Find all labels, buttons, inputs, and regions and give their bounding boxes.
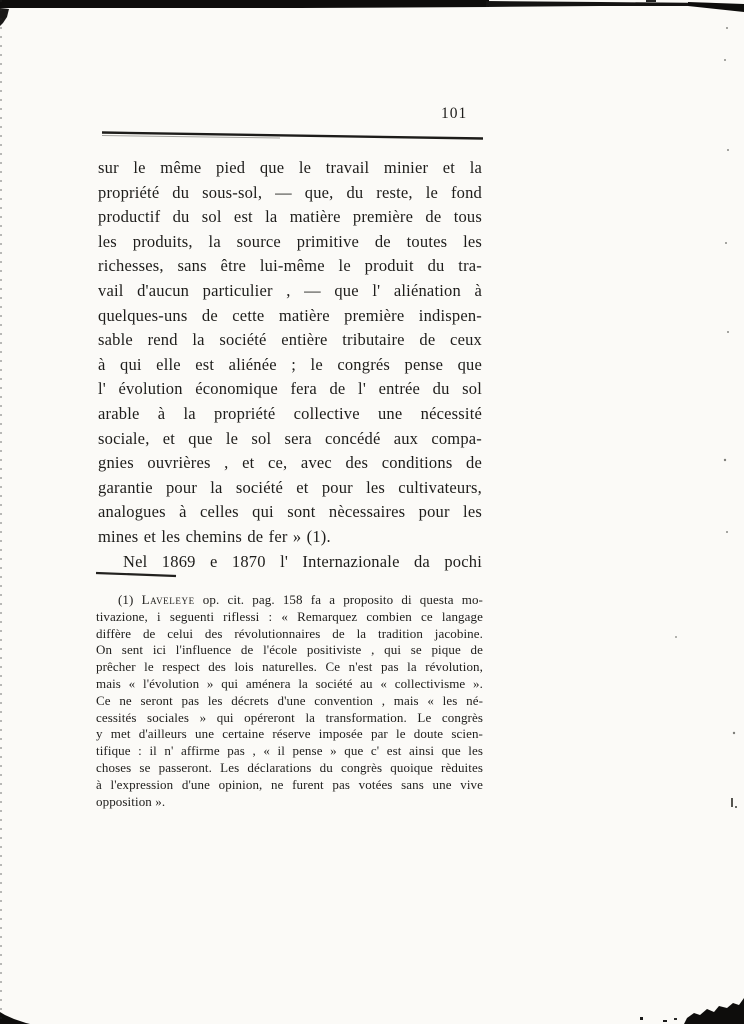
body-line: arable à la propriété collective une nécessité xyxy=(98,403,482,423)
edge-speck xyxy=(724,459,726,461)
body-line: quelques-uns de cette matière première indispen- xyxy=(98,305,482,325)
footnote-line: Ce ne seront pas les décrets d'une convention , mais « les né- xyxy=(96,692,483,708)
body-text xyxy=(98,156,482,574)
footnote-line: mais « l'évolution » qui aménera la société au « collectivisme ». xyxy=(96,675,483,691)
top-scan-bar-hook xyxy=(688,2,744,12)
bottom-right-blob xyxy=(684,998,744,1024)
edge-speck xyxy=(726,531,728,533)
edge-speck xyxy=(724,59,726,61)
edge-speck xyxy=(727,149,729,151)
body-line: analogues à celles qui sont nècessaires pour les xyxy=(98,502,482,522)
footnote-line: On sent ici l'influence de l'école positiviste , qui se pique de xyxy=(96,642,483,658)
body-line: richesses, sans être lui-même le produit du tra- xyxy=(98,256,482,276)
body-line: sable rend la société entière tributaire de ceux xyxy=(98,330,482,350)
footnote-author: Laveleye xyxy=(141,592,195,607)
footnote-line: diffère de celui des révolutionnaires de la tradition jacobine. xyxy=(96,625,483,641)
footnote-line xyxy=(96,592,483,609)
edge-speck xyxy=(726,27,728,29)
body-line: l' évolution économique fera de l' entrée du sol xyxy=(98,379,482,399)
body-line: vail d'aucun particulier , — que l' aliénation à xyxy=(98,280,482,300)
body-line: sociale, et que le sol sera concédé aux compa- xyxy=(98,428,482,448)
body-line: à qui elle est aliénée ; le congrés pense que xyxy=(98,354,482,374)
left-edge-speckle xyxy=(0,0,2,1024)
edge-dash xyxy=(735,806,737,808)
body-line: productif du sol est la matière première de tous xyxy=(98,207,482,227)
footnote-line-last: opposition ». xyxy=(96,793,166,809)
body-line: propriété du sous-sol, — que, du reste, le fond xyxy=(98,182,482,202)
footnote-line: cessités sociales » qui opéreront la transformation. Le congrès xyxy=(96,709,483,725)
edge-speck xyxy=(727,331,729,333)
edge-speck xyxy=(725,242,727,244)
body-line-paragraph-end: mines et les chemins de fer » (1). xyxy=(98,526,331,546)
footnote-line: tifique : il n' affirme pas , « il pense » que c' est ainsi que les xyxy=(96,743,483,759)
footnote-marker: (1) xyxy=(118,592,142,607)
footnote-line: à l'expression d'une opinion, ne furent pas votées sans une vive xyxy=(96,776,483,792)
footnote-line-text: op. cit. pag. 158 fa a proposito di questa mo- xyxy=(194,592,483,607)
bottom-speck xyxy=(674,1018,677,1020)
body-line: les produits, la source primitive de toutes les xyxy=(98,231,482,251)
top-speck xyxy=(646,0,656,2)
body-line: sur le même pied que le travail minier et la xyxy=(98,158,482,177)
bottom-left-mark xyxy=(0,1012,30,1024)
body-line: garantie pour la société et pour les cultivateurs, xyxy=(98,477,482,497)
top-scan-bar-tail xyxy=(486,1,714,7)
header-rule-shadow xyxy=(102,136,280,139)
footnote-line: y met d'ailleurs une certaine réserve imposée par le doute scien- xyxy=(96,726,483,742)
bottom-speck xyxy=(640,1017,643,1020)
edge-speck xyxy=(733,732,735,734)
footnote-line: choses se passeront. Les déclarations du congrès quoique rèduites xyxy=(96,759,483,775)
top-scan-bar xyxy=(0,0,489,8)
edge-dash xyxy=(731,798,733,807)
footnote-line: prêcher le respect des lois naturelles. Ce n'est pas la révolution, xyxy=(96,659,483,675)
page-number: 101 xyxy=(441,105,468,122)
footnote xyxy=(96,592,483,810)
bottom-speck xyxy=(663,1020,667,1022)
body-line-new-paragraph: Nel 1869 e 1870 l' Internazionale da pochi xyxy=(123,551,482,571)
body-line: gnies ouvrières , et ce, avec des conditions de xyxy=(98,453,482,473)
footnote-line: tivazione, i seguenti riflessi : « Remarquez combien ce langage xyxy=(96,608,483,624)
edge-speck xyxy=(675,636,677,638)
header-rule xyxy=(102,133,483,139)
